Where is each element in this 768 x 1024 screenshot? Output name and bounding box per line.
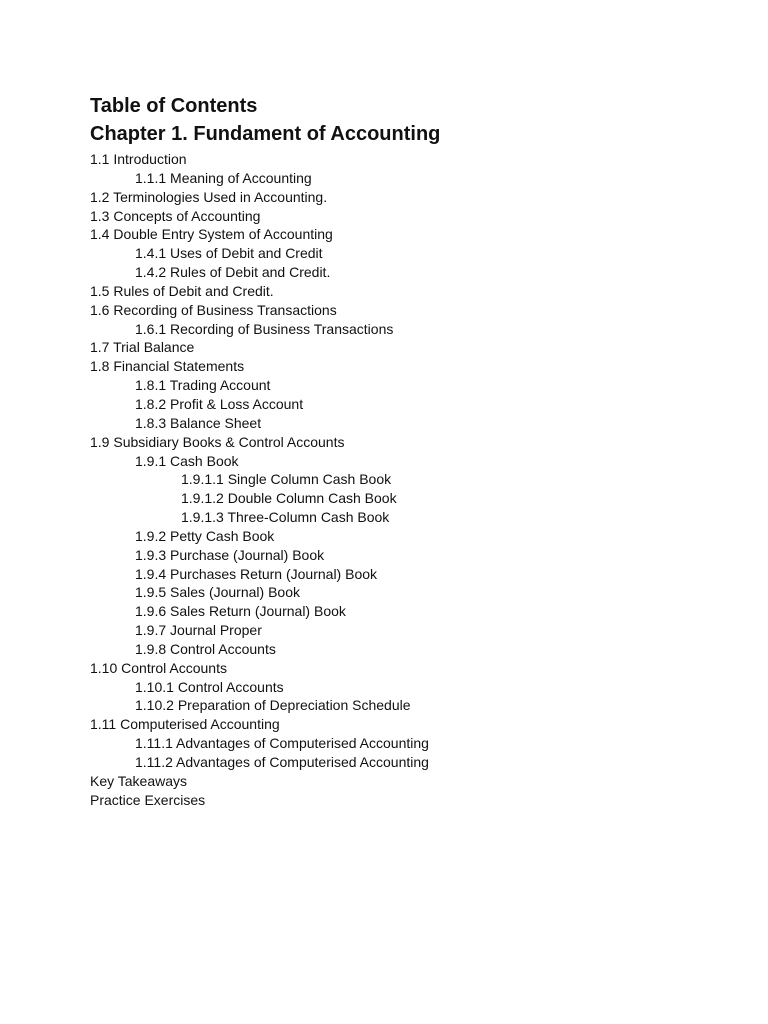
- toc-entry: 1.9.6 Sales Return (Journal) Book: [135, 603, 346, 620]
- toc-entry: 1.8.1 Trading Account: [135, 377, 271, 394]
- toc-entry: 1.5 Rules of Debit and Credit.: [90, 282, 274, 299]
- toc-entry: 1.4.2 Rules of Debit and Credit.: [135, 264, 331, 281]
- toc-entry: 1.6.1 Recording of Business Transactions: [135, 320, 394, 337]
- toc-heading: Table of Contents: [90, 95, 258, 117]
- toc-list: [90, 150, 730, 810]
- toc-entry: Key Takeaways: [90, 772, 188, 789]
- toc-entry: 1.11.2 Advantages of Computerised Accounting: [135, 754, 429, 770]
- toc-entry: 1.8 Financial Statements: [90, 358, 245, 375]
- toc-entry: 1.8.2 Profit & Loss Account: [135, 395, 304, 412]
- toc-entry: 1.4 Double Entry System of Accounting: [90, 226, 333, 243]
- toc-entry: 1.9.8 Control Accounts: [135, 640, 276, 657]
- toc-entry: 1.10 Control Accounts: [90, 659, 227, 676]
- chapter-title: Chapter 1. Fundament of Accounting: [90, 123, 441, 145]
- toc-entry: 1.9.1.3 Three-Column Cash Book: [181, 509, 390, 526]
- document-page: [90, 92, 730, 810]
- toc-entry: 1.9.1 Cash Book: [135, 452, 239, 469]
- toc-entry: 1.11 Computerised Accounting: [90, 716, 280, 733]
- toc-entry: 1.9.7 Journal Proper: [135, 622, 262, 639]
- toc-entry: 1.9.5 Sales (Journal) Book: [135, 584, 300, 601]
- toc-entry: 1.10.1 Control Accounts: [135, 678, 284, 695]
- toc-entry: 1.9.4 Purchases Return (Journal) Book: [135, 565, 378, 582]
- toc-entry: 1.11.1 Advantages of Computerised Accounting: [135, 735, 429, 752]
- toc-entry: 1.4.1 Uses of Debit and Credit: [135, 245, 323, 262]
- toc-entry: 1.3 Concepts of Accounting: [90, 207, 261, 224]
- toc-entry: Practice Exercises: [90, 791, 206, 808]
- toc-entry: 1.8.3 Balance Sheet: [135, 414, 262, 431]
- toc-entry: 1.1 Introduction: [90, 151, 187, 167]
- toc-entry: 1.7 Trial Balance: [90, 339, 195, 356]
- toc-entry: 1.1.1 Meaning of Accounting: [135, 169, 312, 186]
- toc-entry: 1.10.2 Preparation of Depreciation Schedule: [135, 697, 411, 714]
- toc-entry: 1.9.3 Purchase (Journal) Book: [135, 546, 325, 563]
- toc-entry: 1.9.1.2 Double Column Cash Book: [181, 490, 397, 507]
- toc-entry: 1.9.2 Petty Cash Book: [135, 527, 275, 544]
- toc-entry: 1.2 Terminologies Used in Accounting.: [90, 188, 328, 205]
- toc-entry: 1.6 Recording of Business Transactions: [90, 301, 337, 318]
- toc-entry: 1.9 Subsidiary Books & Control Accounts: [90, 433, 345, 450]
- toc-entry: 1.9.1.1 Single Column Cash Book: [181, 471, 392, 488]
